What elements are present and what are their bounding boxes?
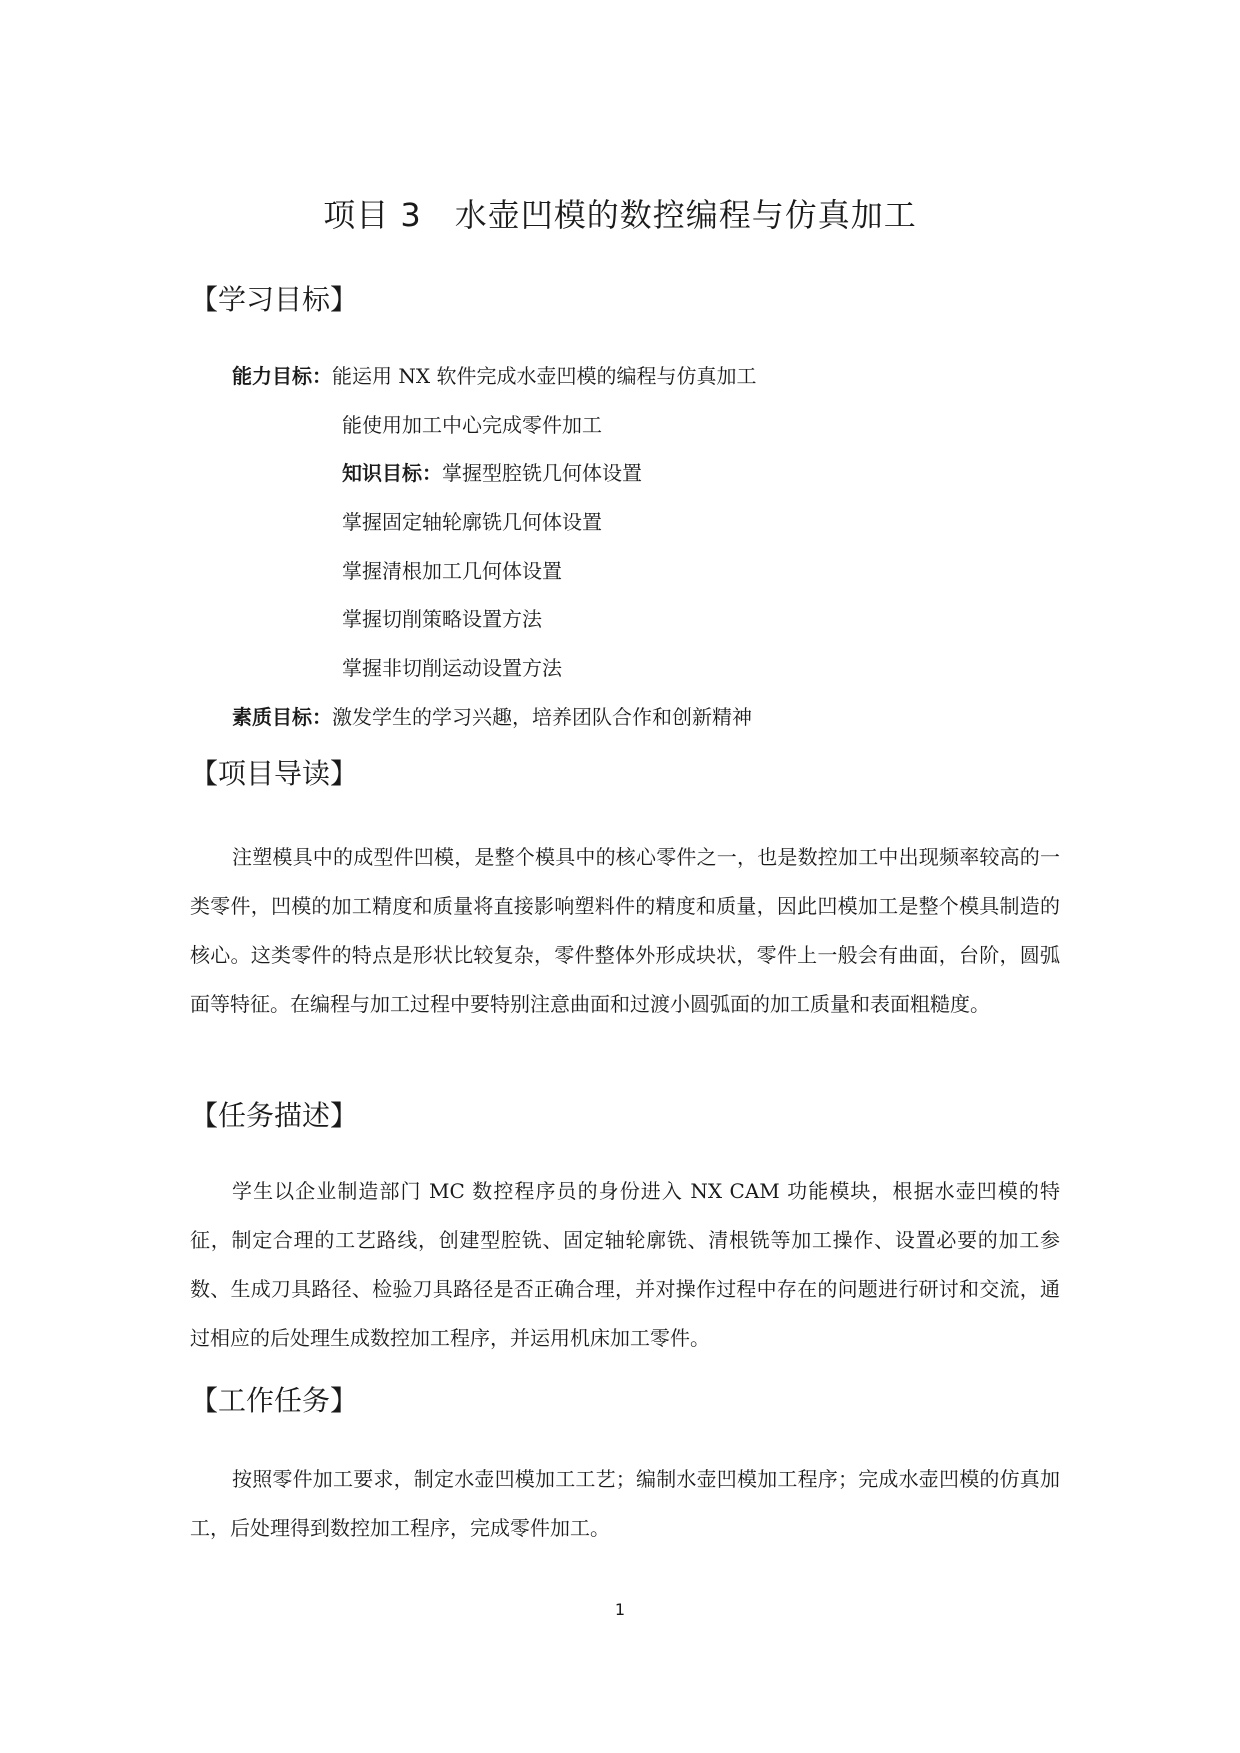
work-task-paragraph: 按照零件加工要求，制定水壶凹模加工工艺；编制水壶凹模加工程序；完成水壶凹模的仿真加工，后处理得到数控加工程序，完成零件加工。 xyxy=(190,1467,1060,1540)
page-title: 项目 3 水壶凹模的数控编程与仿真加工 xyxy=(323,196,917,234)
knowledge-objective-label: 知识目标： xyxy=(342,461,442,485)
page-number: 1 xyxy=(614,1600,626,1619)
knowledge-objective-line-4: 掌握切削策略设置方法 xyxy=(342,607,542,631)
heading-task-description: 【任务描述】 xyxy=(190,1099,359,1132)
knowledge-objective-line-2: 掌握固定轴轮廓铣几何体设置 xyxy=(342,510,602,534)
quality-objective-text: 激发学生的学习兴趣，培养团队合作和创新精神 xyxy=(332,705,752,729)
knowledge-objective-line-3: 掌握清根加工几何体设置 xyxy=(342,559,562,583)
heading-project-guide: 【项目导读】 xyxy=(190,757,359,790)
quality-objective-line xyxy=(232,703,752,731)
ability-objective-text-1: 能运用 NX 软件完成水壶凹模的编程与仿真加工 xyxy=(332,364,757,388)
knowledge-objective-text-1: 掌握型腔铣几何体设置 xyxy=(442,461,642,485)
ability-objective-line-1 xyxy=(232,362,756,390)
heading-learning-objectives: 【学习目标】 xyxy=(190,283,359,316)
ability-objective-label: 能力目标： xyxy=(232,364,332,388)
knowledge-objective-line-5: 掌握非切削运动设置方法 xyxy=(342,656,562,680)
task-description-paragraph: 学生以企业制造部门 MC 数控程序员的身份进入 NX CAM 功能模块，根据水壶凹模的特征，制定合理的工艺路线，创建型腔铣、固定轴轮廓铣、清根铣等加工操作、设置必要的加工参数、生成刀具路径、检验刀具路径是否正确合理，并对操作过程中存在的问题进行研讨和交流，通过相应的后处理生成数控加工程序，并运用机床加工零件。 xyxy=(190,1179,1060,1350)
quality-objective-label: 素质目标： xyxy=(232,705,332,729)
knowledge-objective-line-1 xyxy=(342,459,642,487)
heading-work-task: 【工作任务】 xyxy=(190,1384,359,1417)
project-guide-paragraph: 注塑模具中的成型件凹模，是整个模具中的核心零件之一，也是数控加工中出现频率较高的一类零件，凹模的加工精度和质量将直接影响塑料件的精度和质量，因此凹模加工是整个模具制造的核心。这类零件的特点是形状比较复杂，零件整体外形成块状，零件上一般会有曲面，台阶，圆弧面等特征。在编程与加工过程中要特别注意曲面和过渡小圆弧面的加工质量和表面粗糙度。 xyxy=(190,845,1060,1016)
ability-objective-line-2: 能使用加工中心完成零件加工 xyxy=(342,413,602,437)
